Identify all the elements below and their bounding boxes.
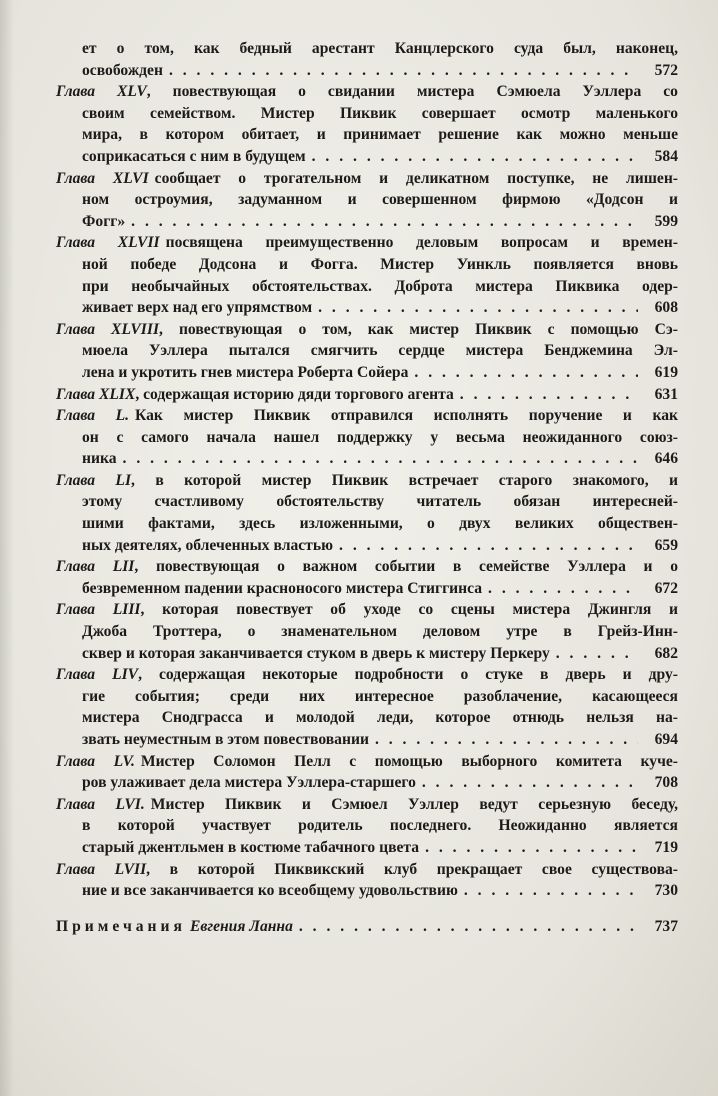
toc-text: старый джентльмен в костюме табачного цвета bbox=[82, 838, 420, 856]
toc-text: сообщает о трогательном и деликатном поступке, не лишен- bbox=[154, 169, 678, 187]
toc-text: посвящена преимущественно деловым вопросам и времен- bbox=[165, 234, 678, 252]
toc-line-text bbox=[56, 319, 678, 341]
toc-line-text bbox=[82, 491, 678, 513]
chapter-label: Глава LIV bbox=[56, 666, 139, 684]
toc-entry bbox=[56, 38, 678, 81]
dot-leader bbox=[131, 211, 638, 233]
chapter-label: Глава LVI. bbox=[56, 795, 145, 813]
toc-entry bbox=[56, 232, 678, 318]
notes-label: Примечания bbox=[56, 917, 186, 935]
toc-text: гие события; среди них интересное разоблачение, касающееся bbox=[82, 687, 678, 705]
toc-line bbox=[56, 794, 678, 816]
chapter-label: Глава XLVI bbox=[56, 169, 149, 187]
page-number: 646 bbox=[654, 450, 678, 468]
toc-line bbox=[56, 513, 678, 535]
page-number: 659 bbox=[654, 536, 678, 554]
toc-line bbox=[56, 384, 678, 406]
toc-line bbox=[56, 535, 678, 557]
toc-line bbox=[56, 211, 678, 233]
toc-text: звать неуместным в этом повествовании bbox=[82, 731, 369, 748]
toc-line bbox=[56, 448, 678, 470]
toc-line bbox=[56, 254, 678, 276]
dot-leader bbox=[169, 60, 638, 82]
toc-line-text bbox=[56, 599, 678, 621]
toc-text: ет о том, как бедный арестант Канцлерского суда был, наконец, bbox=[82, 40, 678, 57]
toc-line-text bbox=[82, 38, 678, 60]
dot-leader bbox=[318, 297, 638, 319]
chapter-label: Глава LVII bbox=[56, 860, 147, 878]
toc-line-text bbox=[82, 254, 678, 276]
dot-leader bbox=[460, 384, 638, 406]
toc-text: при необычайных обстоятельствах. Доброта мистера Пиквика одер- bbox=[82, 277, 678, 295]
page-number: 608 bbox=[654, 299, 678, 317]
toc-text: шими фактами, здесь изложенными, о двух великих обществен- bbox=[82, 515, 678, 533]
dot-leader bbox=[339, 535, 638, 557]
toc-text: сквер и которая заканчивается стуком в дверь к мистеру Перкеру bbox=[82, 644, 550, 662]
toc-text: мюела Уэллера пытался смягчить сердце мистера Бенджемина Эл- bbox=[82, 342, 678, 360]
toc-line-text bbox=[82, 535, 333, 557]
toc-line-text bbox=[82, 276, 678, 298]
toc-entry bbox=[56, 751, 678, 794]
toc-entry bbox=[56, 168, 678, 233]
toc-line bbox=[56, 427, 678, 449]
toc-entry bbox=[56, 859, 678, 902]
toc-line-text bbox=[82, 60, 163, 82]
toc-text: Джоба Троттера, о знаменательном деловом утре в Грейз-Инн- bbox=[82, 623, 678, 641]
toc-line bbox=[56, 578, 678, 600]
toc-line bbox=[56, 664, 678, 686]
toc-line-text bbox=[56, 232, 678, 254]
toc-text: безвременном падении красноносого мистера Стиггинса bbox=[82, 579, 483, 597]
toc-entry bbox=[56, 405, 678, 470]
toc-line-text bbox=[82, 686, 678, 708]
toc-line-text bbox=[82, 513, 678, 535]
dot-leader bbox=[464, 880, 638, 902]
toc-line bbox=[56, 751, 678, 773]
toc-text: ров улаживает дела мистера Уэллера-старшего bbox=[82, 774, 416, 792]
toc-line-text bbox=[82, 880, 458, 902]
toc-text: мистера Снодграсса и молодой леди, которое отнюдь нельзя на- bbox=[82, 709, 678, 727]
page-number: 619 bbox=[654, 363, 678, 381]
toc-line-text bbox=[82, 621, 678, 643]
toc-text: он с самого начала нашел поддержку у весьма неожиданного союз- bbox=[82, 428, 678, 446]
dot-leader bbox=[422, 772, 638, 794]
toc-line bbox=[56, 232, 678, 254]
toc-line bbox=[56, 297, 678, 319]
page-number: 730 bbox=[654, 882, 678, 900]
chapter-label: Глава LI bbox=[56, 471, 132, 489]
toc-line-text bbox=[56, 405, 678, 427]
toc-line-text bbox=[82, 643, 550, 665]
notes-entry bbox=[56, 916, 678, 938]
toc-line-text bbox=[82, 837, 419, 859]
dot-leader bbox=[299, 916, 638, 938]
toc-line bbox=[56, 60, 678, 82]
toc-entry bbox=[56, 319, 678, 384]
dot-leader bbox=[488, 578, 638, 600]
toc-line-text bbox=[56, 384, 454, 406]
toc-line-text bbox=[82, 297, 312, 319]
dot-leader bbox=[123, 448, 638, 470]
toc-text: Как мистер Пиквик отправился исполнять поручение и как bbox=[135, 407, 678, 425]
dot-leader bbox=[375, 729, 638, 751]
toc-text: Фогг» bbox=[82, 212, 126, 230]
toc-line-text bbox=[56, 664, 678, 686]
toc-line-text bbox=[82, 124, 678, 146]
toc-line bbox=[56, 124, 678, 146]
toc-text: освобожден bbox=[82, 61, 163, 79]
toc-text: , которая повествует об уходе со сцены мистера Джингля и bbox=[140, 601, 678, 619]
notes-author: Евгения Ланна bbox=[189, 917, 293, 935]
toc-line-text bbox=[82, 189, 678, 211]
toc-line bbox=[56, 362, 678, 384]
toc-line bbox=[56, 837, 678, 859]
toc-text: ном остроумия, задуманном и совершенном фирмою «Додсон и bbox=[82, 191, 678, 209]
page-number: 694 bbox=[654, 731, 678, 748]
toc-entry bbox=[56, 556, 678, 599]
chapter-label: Глава XLV bbox=[56, 83, 147, 101]
toc-text: , повествующая о важном событии в семействе Уэллера и о bbox=[134, 558, 678, 576]
toc-line bbox=[56, 556, 678, 578]
toc-line bbox=[56, 103, 678, 125]
page-edge-shadow bbox=[0, 0, 14, 1096]
toc-text: , в которой Пиквикский клуб прекращает свое существова- bbox=[146, 860, 678, 878]
toc-line-text bbox=[82, 427, 678, 449]
toc-line-text bbox=[82, 578, 482, 600]
toc-text: , повествующая о свидании мистера Сэмюела Уэллера со bbox=[146, 83, 678, 101]
toc-line-text bbox=[82, 815, 678, 837]
toc-line-text bbox=[56, 859, 678, 881]
toc-text: ной победе Додсона и Фогга. Мистер Уинкль появляется вновь bbox=[82, 255, 678, 273]
toc-text: живает верх над его упрямством bbox=[82, 299, 313, 317]
toc-text: , содержащая некоторые подробности о стуке в дверь и дру- bbox=[138, 666, 678, 684]
toc-line bbox=[56, 189, 678, 211]
dot-leader bbox=[312, 146, 638, 168]
toc-text: , повествующая о том, как мистер Пиквик с помощью Сэ- bbox=[159, 320, 678, 338]
toc-line bbox=[56, 686, 678, 708]
toc-text: ника bbox=[82, 450, 117, 468]
toc-line bbox=[56, 470, 678, 492]
toc-text: Мистер Пиквик и Сэмюел Уэллер ведут серьезную беседу, bbox=[150, 795, 679, 813]
toc-entry bbox=[56, 81, 678, 167]
toc-line-text bbox=[82, 448, 117, 470]
table-of-contents bbox=[56, 38, 678, 902]
toc-line bbox=[56, 491, 678, 513]
chapter-label: Глава L. bbox=[56, 407, 130, 425]
toc-text: этому счастливому обстоятельству читатель обязан интересней- bbox=[82, 493, 678, 511]
toc-line bbox=[56, 168, 678, 190]
toc-line bbox=[56, 405, 678, 427]
toc-text: Мистер Соломон Пелл с помощью выборного комитета куче- bbox=[140, 752, 678, 770]
toc-text: ние и все заканчивается ко всеобщему удовольствию bbox=[82, 882, 458, 900]
chapter-label: Глава LIII bbox=[56, 601, 141, 619]
notes-page-number: 737 bbox=[654, 917, 678, 935]
toc-entry bbox=[56, 470, 678, 556]
toc-line bbox=[56, 729, 678, 751]
page-number: 719 bbox=[654, 838, 678, 856]
toc-line bbox=[56, 81, 678, 103]
toc-entry bbox=[56, 599, 678, 664]
toc-line-text bbox=[82, 772, 416, 794]
page-number: 572 bbox=[654, 61, 678, 79]
page-number: 672 bbox=[654, 579, 678, 597]
toc-line-text bbox=[56, 81, 678, 103]
chapter-label: Глава LV. bbox=[56, 752, 135, 770]
toc-text: , в которой мистер Пиквик встречает старого знакомого, и bbox=[131, 471, 678, 489]
toc-line-text bbox=[56, 168, 678, 190]
toc-entry bbox=[56, 384, 678, 406]
toc-line-text bbox=[56, 556, 678, 578]
dot-leader bbox=[425, 837, 638, 859]
toc-line-text bbox=[82, 211, 125, 233]
toc-line bbox=[56, 38, 678, 60]
toc-line bbox=[56, 276, 678, 298]
toc-line bbox=[56, 319, 678, 341]
toc-text: соприкасаться с ним в будущем bbox=[82, 147, 306, 165]
chapter-label: Глава XLVII bbox=[56, 234, 160, 252]
chapter-label: Глава XLIX bbox=[56, 385, 136, 403]
toc-text: , содержащая историю дяди торгового агента bbox=[135, 385, 454, 403]
dot-leader bbox=[414, 362, 638, 384]
toc-line-text bbox=[82, 340, 678, 362]
page-number: 631 bbox=[654, 385, 678, 403]
toc-text: ных деятелях, облеченных властью bbox=[82, 536, 334, 554]
page-number: 599 bbox=[654, 212, 678, 230]
toc-line-text bbox=[82, 103, 678, 125]
page-number: 584 bbox=[654, 147, 678, 165]
toc-line bbox=[56, 643, 678, 665]
toc-line-text bbox=[56, 794, 678, 816]
toc-line-text bbox=[82, 707, 678, 729]
toc-text: лена и укротить гнев мистера Роберта Сойера bbox=[82, 363, 409, 381]
toc-text: мира, в котором обитает, и принимает решение как можно меньше bbox=[82, 126, 678, 144]
toc-entry bbox=[56, 794, 678, 859]
chapter-label: Глава XLVIII bbox=[56, 320, 160, 338]
toc-line-text bbox=[56, 751, 678, 773]
toc-line bbox=[56, 621, 678, 643]
toc-line-text bbox=[82, 362, 408, 384]
toc-line bbox=[56, 815, 678, 837]
page-number: 708 bbox=[654, 774, 678, 792]
toc-line-text bbox=[82, 146, 306, 168]
toc-line-text bbox=[82, 729, 369, 751]
toc-line bbox=[56, 859, 678, 881]
toc-line bbox=[56, 772, 678, 794]
page-number: 682 bbox=[654, 644, 678, 662]
toc-text: в которой участвует родитель последнего. Неожиданно является bbox=[82, 817, 678, 835]
toc-text: своим семейством. Мистер Пиквик совершает осмотр маленького bbox=[82, 104, 678, 122]
toc-line bbox=[56, 707, 678, 729]
toc-line bbox=[56, 340, 678, 362]
toc-line bbox=[56, 880, 678, 902]
dot-leader bbox=[556, 643, 638, 665]
toc-line bbox=[56, 599, 678, 621]
toc-line-text bbox=[56, 470, 678, 492]
toc-line bbox=[56, 146, 678, 168]
toc-entry bbox=[56, 664, 678, 750]
chapter-label: Глава LII bbox=[56, 558, 135, 576]
